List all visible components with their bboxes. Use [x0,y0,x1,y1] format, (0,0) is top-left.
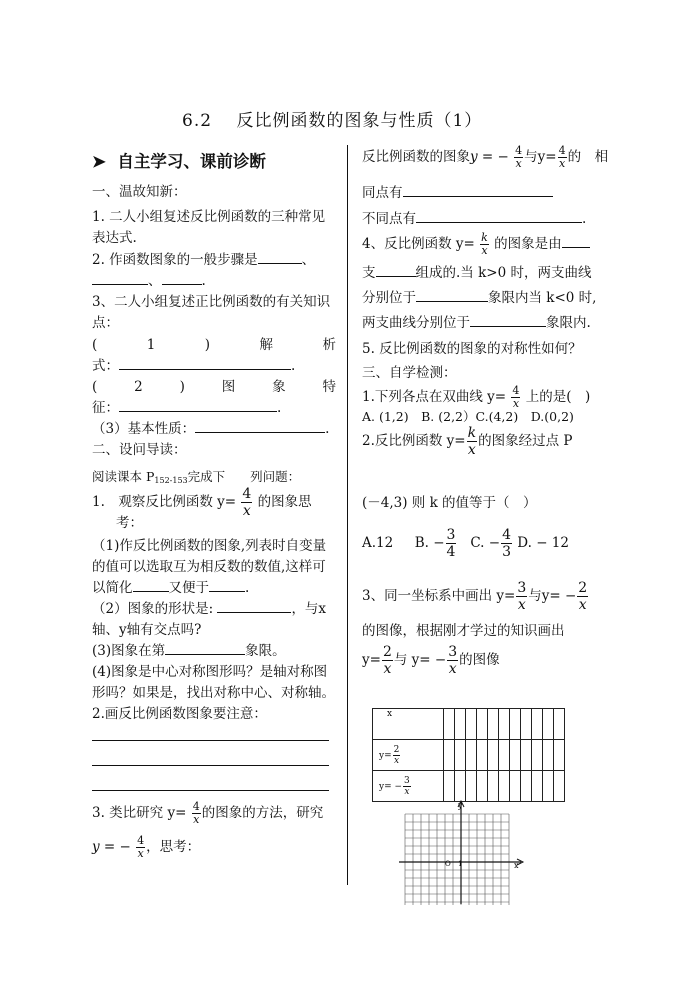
numerator: 3 [404,775,410,786]
origin-label: O [445,860,451,868]
denominator: x [578,597,587,613]
table-cell[interactable] [521,740,532,771]
denominator: x [242,503,251,519]
p4-line2: 形吗？如果是，找出对称中心、对称轴。 [92,685,335,701]
table-row [373,771,565,802]
section-heading [92,148,266,172]
fraction-4-over-x [192,801,201,826]
number: 2 [134,379,143,395]
option-a: A.12 [362,535,394,551]
paren: ) [204,337,211,353]
paren: ( [92,337,98,353]
denominator: x [404,786,410,797]
option-b: B. − [414,535,445,551]
column-divider [347,145,348,885]
text: 上的是( ) [525,389,591,405]
exercise-2-line2: (－4,3) 则 k 的值等于（ ） [362,495,537,511]
text: 3. 类比研究 y= [92,805,187,821]
period: . [277,400,282,416]
text: (3)图象在第 [92,643,166,659]
text: 的图像 [459,652,500,668]
denominator: x [383,661,392,677]
q4-line2 [362,262,591,284]
blank[interactable] [133,577,169,592]
text: 2.反比例函数 y= [362,433,466,449]
denominator: x [481,244,488,257]
symmetry-question: 5. 反比例函数的图象的对称性如何？ [362,341,582,357]
different-points [362,208,586,230]
word: 图 [221,379,236,395]
coordinate-grid[interactable] [395,800,525,905]
separator: 、 [148,273,162,289]
period: . [245,580,250,596]
text: 与y= [524,149,557,165]
numerator: 2 [393,744,400,755]
question-3-line2: 点： [92,315,119,331]
table-cell[interactable] [499,709,510,740]
y-axis-label: y [458,801,463,810]
blank[interactable] [376,262,416,277]
table-cell[interactable] [444,771,455,802]
numerator: 4 [515,144,523,157]
fraction-3-over-4 [446,527,457,560]
p2-line1 [92,598,326,620]
text: 与y= − [528,588,577,604]
table-cell[interactable] [532,709,543,740]
fraction-3-over-x [447,644,458,677]
text: 反比例函数的图象 [362,149,470,165]
numerator: 2 [382,644,392,660]
numerator: 4 [502,527,511,543]
exercise-3-line3 [362,642,500,678]
graph-row [92,376,336,398]
table-cell[interactable] [521,709,532,740]
question-1-line2: 表达式. [92,230,137,246]
denominator: x [517,597,526,613]
fraction-4-over-3 [501,527,512,560]
label: 同点有 [362,185,403,201]
numerator: k [481,231,488,244]
numerator: 3 [448,644,458,660]
text: 阅读课本 P [92,469,155,484]
x-axis-label: x [514,861,519,870]
blank[interactable] [209,577,245,592]
label: y= − [379,781,403,792]
text: 的图象经过点 P [478,433,573,449]
fraction-4-over-x [558,145,567,170]
text: 与 y= − [393,652,447,668]
fraction-3-over-x [516,580,527,613]
period: . [582,211,587,227]
table-cell[interactable] [521,771,532,802]
text: 分别位于 [362,290,416,306]
table-cell[interactable] [488,709,499,740]
table-cell[interactable] [444,709,455,740]
table-cell[interactable] [543,740,554,771]
separator: 、 [301,252,316,268]
word: 析 [322,337,336,353]
table-cell[interactable] [543,709,554,740]
blank[interactable] [119,355,291,370]
label: y= [379,750,392,761]
blank[interactable] [162,270,202,285]
word: 解 [259,337,274,353]
fraction-4-over-x [241,486,252,519]
arrow-bullet-icon: ➤ [92,152,106,171]
label: 不同点有 [362,211,416,227]
numerator: 3 [517,580,527,596]
paren: ( [92,379,98,395]
unit-label: 1 [458,860,463,868]
table-row [373,709,565,740]
page-title: 6.2 反比例函数的图象与性质（1） [182,111,483,131]
text: 象限内当 k<0 时, [488,290,597,306]
subheading-review: 一、温故知新： [92,184,187,200]
blank[interactable] [258,249,302,264]
basic-property [92,418,329,440]
p1-line3 [92,577,249,599]
text: ，思考： [146,839,201,855]
exercise-2-options [362,525,569,561]
equation: y = − [470,149,509,165]
table-cell[interactable] [455,740,466,771]
question-2-line2 [92,270,206,292]
fraction-k-over-x [480,232,489,257]
blank[interactable] [195,418,325,433]
table-cell[interactable] [554,740,565,771]
same-points [362,182,553,204]
text: 的 相 [567,149,609,165]
analytic-row-2 [92,355,295,377]
fraction-2-over-x [382,644,393,677]
p4-line1: (4)图象是中心对称图形吗？是轴对称图 [92,664,328,680]
row-label-y1 [373,740,444,771]
fraction-2-over-x [393,745,401,766]
denominator: x [193,813,200,826]
fraction-3-over-x [403,776,411,797]
option-c: C. − [470,535,501,551]
table-cell[interactable] [510,709,521,740]
table-cell[interactable] [477,709,488,740]
table-cell[interactable] [466,771,477,802]
table-row [373,740,565,771]
denominator: x [137,847,144,860]
exercise-2-line1 [362,424,572,458]
row-label-y2 [373,771,444,802]
p5: 2.画反比例函数图象要注意： [92,706,267,722]
exercise-1-options: A. (1,2) B. (2,2）C.(4,2) D.(0,2) [362,409,574,424]
text: 3、同一坐标系中画出 y= [362,588,516,604]
text: 又便于 [168,580,209,596]
fraction-k-over-x [467,425,477,458]
text: 完成下 列问题： [187,469,301,484]
table-cell[interactable] [510,740,521,771]
blank[interactable] [165,640,245,655]
text: 4、反比例函数 y= [362,236,475,252]
label: x [387,709,393,719]
text: 的图象思 [257,494,312,510]
blank[interactable] [416,208,582,223]
page-range: 152-153 [154,476,188,485]
option-d: D. − 12 [517,535,569,551]
blank[interactable] [470,312,546,327]
table-cell[interactable] [554,771,565,802]
word: 特 [322,379,336,395]
table-cell[interactable] [455,771,466,802]
answer-line[interactable] [92,765,329,766]
table-cell[interactable] [477,740,488,771]
observe-question-cont: 考： [116,515,143,531]
text: 两支曲线分别位于 [362,315,470,331]
question-1-line1: 1. 二人小组复述反比例函数的三种常见 [92,209,326,225]
denominator: 3 [502,544,511,560]
table-cell[interactable] [499,740,510,771]
denominator: x [515,157,522,170]
text: 以简化 [92,580,133,596]
fraction-4-over-x [514,145,523,170]
table-cell[interactable] [455,709,466,740]
section-heading-text: 自主学习、课前诊断 [117,152,266,171]
text: 1.下列各点在双曲线 y= [362,389,507,405]
denominator: x [467,442,476,458]
table-cell[interactable] [477,771,488,802]
subheading-selfcheck: 三、自学检测： [362,365,457,381]
blank[interactable] [119,397,277,412]
analogy-question [92,798,323,828]
blank[interactable] [92,270,148,285]
text: 的图象的方法，研究 [201,805,324,821]
value-table [372,708,565,802]
text: 的图象是由 [494,236,562,252]
answer-line[interactable] [92,740,329,741]
q4-line3 [362,287,596,309]
text: ，与x [291,601,327,617]
p2-line2: 轴、y轴有交点吗? [92,622,202,638]
equation: y = − [92,839,131,855]
numerator: 4 [137,834,145,847]
p1-line2: 的值可以选取互为相反数的数值,这样可 [92,559,326,575]
text: 象限内. [546,315,591,331]
text: （2）图象的形状是: [92,601,214,617]
paren: ) [179,379,185,395]
numerator: 2 [578,580,588,596]
numerator: 3 [446,527,456,543]
label: （3）基本性质： [92,421,196,437]
exercise-3-line2: 的图像，根据刚才学过的知识画出 [362,623,565,639]
p3 [92,640,286,662]
question-2-line1 [92,249,315,271]
period: . [325,421,330,437]
table-cell[interactable] [444,740,455,771]
subheading-guide: 二、设问导读： [92,442,187,458]
row-label-x [373,709,444,740]
period: . [201,273,206,289]
blank[interactable] [217,598,291,613]
table-cell[interactable] [466,740,477,771]
exercise-3-line1 [362,578,589,614]
fraction-4-over-x [136,835,145,860]
q4-line1 [362,228,590,260]
graph-row-2 [92,397,281,419]
denominator: x [448,661,457,677]
fraction-2-over-x [577,580,588,613]
table-cell[interactable] [499,771,510,802]
denominator: 4 [446,544,456,560]
analytic-row [92,334,336,356]
text: 组成的.当 k>0 时，两支曲线 [415,265,592,281]
period: . [291,358,296,374]
table-cell[interactable] [466,709,477,740]
question-3-line1: 3、二人小组复述正比例函数的有关知识 [92,294,331,310]
text: 支 [362,265,376,281]
numerator: 4 [512,384,520,397]
table-cell[interactable] [488,771,499,802]
text: 象限。 [245,643,286,659]
text: 1. 观察反比例函数 y= [92,494,237,510]
denominator: x [558,157,566,170]
q4-line4 [362,312,591,334]
table-cell[interactable] [543,771,554,802]
question-2-text: 2. 作函数图象的一般步骤是 [92,252,258,268]
denominator: x [512,397,520,410]
blank[interactable] [416,287,488,302]
denominator: x [393,755,400,766]
table-cell[interactable] [554,709,565,740]
answer-line[interactable] [92,790,329,791]
numerator: 4 [242,486,252,502]
table-cell[interactable] [532,740,543,771]
analogy-question-2 [92,832,200,862]
label: 式： [92,358,119,374]
numerator: 4 [192,800,200,813]
blank[interactable] [403,182,553,197]
word: 象 [272,379,286,395]
table-cell[interactable] [488,740,499,771]
p1-line1: （1)作反比例函数的图象,列表时自变量 [92,538,327,554]
number: 1 [146,337,156,353]
label: 征： [92,400,119,416]
blank[interactable] [562,233,590,248]
numerator: 4 [558,144,566,157]
text: y= [362,652,381,668]
compare-line1 [362,141,608,173]
table-cell[interactable] [510,771,521,802]
numerator: k [467,425,477,441]
table-cell[interactable] [532,771,543,802]
